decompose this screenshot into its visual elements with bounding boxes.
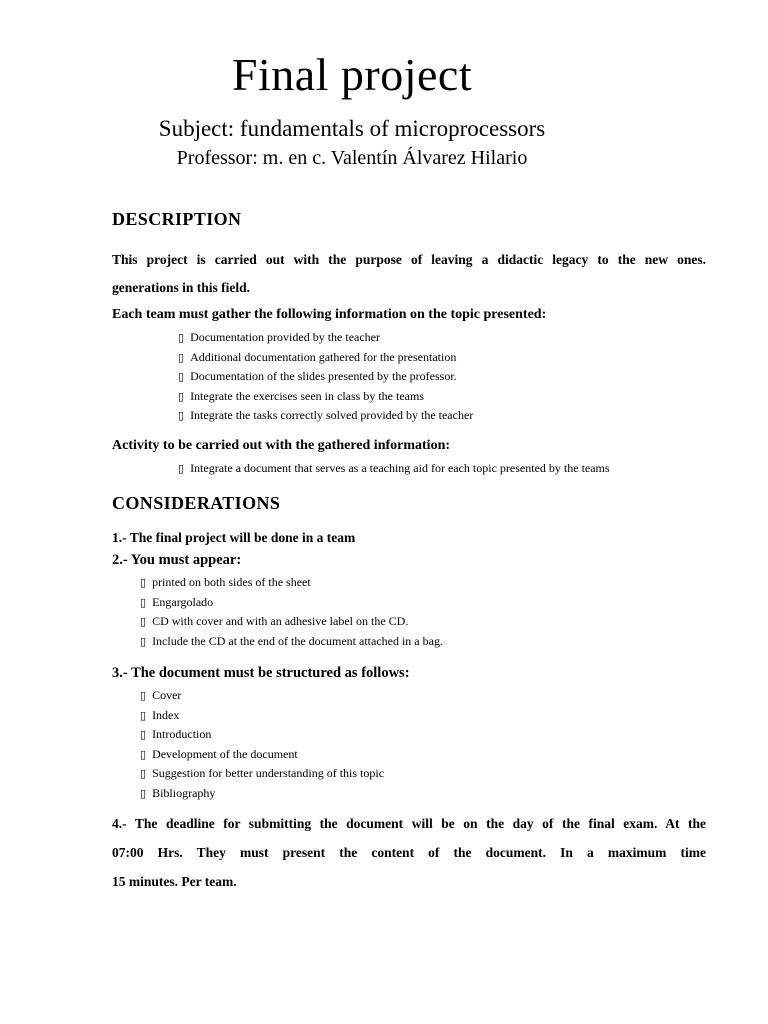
consideration-item-3-heading: 3.- The document must be structured as follows: (112, 665, 410, 681)
list-item (140, 612, 706, 632)
missing-glyph-icon: ▯ (140, 708, 147, 722)
list-item-text: Index (152, 707, 180, 722)
missing-glyph-icon: ▯ (140, 576, 147, 589)
page-title: Final project (231, 49, 473, 100)
document-header (112, 50, 592, 170)
missing-glyph-icon: ▯ (140, 728, 147, 741)
activity-heading: Activity to be carried out with the gathered information: (112, 437, 451, 453)
list-item (140, 784, 706, 804)
appearance-list (140, 573, 706, 651)
list-item (178, 328, 706, 348)
list-item (140, 573, 706, 593)
list-item-text: Integrate the exercises seen in class by the teams (190, 388, 424, 403)
missing-glyph-icon: ▯ (178, 370, 185, 383)
list-item-text: Cover (152, 688, 182, 702)
missing-glyph-icon: ▯ (140, 689, 147, 702)
list-item (178, 367, 706, 387)
gather-heading: Each team must gather the following information on the topic presented: (112, 307, 547, 322)
list-item (178, 348, 706, 368)
consideration-item-4 (112, 809, 706, 896)
list-item-text: Suggestion for better understanding of this topic (152, 766, 385, 780)
missing-glyph-icon: ▯ (140, 747, 147, 761)
consideration-item-2-heading: 2.- You must appear: (112, 552, 242, 568)
missing-glyph-icon: ▯ (178, 409, 185, 422)
list-item (140, 706, 706, 726)
professor-line: Professor: m. en c. Valentín Álvarez Hilario (176, 147, 528, 169)
missing-glyph-icon: ▯ (140, 767, 147, 780)
missing-glyph-icon: ▯ (178, 350, 185, 364)
list-item (140, 725, 706, 745)
list-item-text: Development of the document (152, 746, 298, 761)
final-paragraph-line: 15 minutes. Per team. (112, 874, 237, 889)
final-paragraph-line: 4.- The deadline for submitting the document will be on the day of the final exam. At the (112, 816, 706, 831)
list-item (178, 406, 706, 426)
intro-paragraph-line: This project is carried out with the purpose of leaving a didactic legacy to the new ones. (112, 252, 706, 267)
list-item-text: Bibliography (152, 785, 216, 800)
list-item-text: Introduction (152, 727, 212, 741)
section-heading-considerations: CONSIDERATIONS (112, 493, 281, 513)
section-heading-description: DESCRIPTION (112, 209, 242, 229)
list-item (178, 459, 706, 479)
list-item (178, 387, 706, 407)
list-item (140, 632, 706, 652)
list-item-text: CD with cover and with an adhesive label on the CD. (152, 614, 409, 628)
missing-glyph-icon: ▯ (178, 461, 185, 475)
intro-paragraph (112, 246, 706, 301)
list-item (140, 764, 706, 784)
list-item (140, 593, 706, 613)
intro-paragraph-line: generations in this field. (112, 279, 251, 295)
missing-glyph-icon: ▯ (140, 595, 147, 609)
missing-glyph-icon: ▯ (178, 331, 185, 344)
list-item (140, 745, 706, 765)
list-item-text: Engargolado (152, 594, 214, 609)
structure-list (140, 686, 706, 803)
list-item-text: Documentation of the slides presented by the professor. (190, 369, 457, 383)
list-item-text: Integrate a document that serves as a teaching aid for each topic presented by the teams (190, 460, 610, 475)
list-item-text: Integrate the tasks correctly solved provided by the teacher (190, 408, 474, 422)
list-item-text: Include the CD at the end of the document attached in a bag. (152, 633, 443, 648)
missing-glyph-icon: ▯ (140, 786, 147, 800)
subject-line: Subject: fundamentals of microprocessors (158, 116, 546, 141)
final-paragraph-line: 07:00 Hrs. They must present the content of the document. In a maximum time (112, 845, 706, 860)
gather-list (178, 328, 706, 426)
activity-list (178, 459, 706, 479)
list-item-text: Documentation provided by the teacher (190, 330, 380, 344)
consideration-item-1: 1.- The final project will be done in a team (112, 530, 356, 545)
missing-glyph-icon: ▯ (140, 634, 147, 648)
document-content (112, 50, 706, 896)
list-item (140, 686, 706, 706)
missing-glyph-icon: ▯ (140, 615, 147, 628)
list-item-text: printed on both sides of the sheet (152, 575, 311, 589)
list-item-text: Additional documentation gathered for the presentation (190, 349, 457, 364)
missing-glyph-icon: ▯ (178, 389, 185, 403)
